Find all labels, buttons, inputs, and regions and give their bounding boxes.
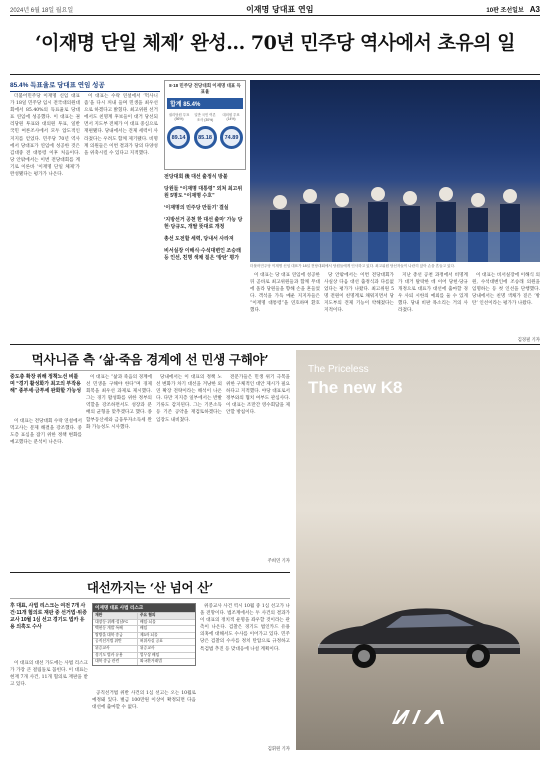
- table-cell: 대장동·위례·성남FC: [93, 620, 138, 626]
- table-cell: 위증교사: [93, 646, 138, 652]
- story2-column-4: [226, 374, 290, 554]
- page-header: [10, 4, 540, 16]
- story3-column-2: [92, 690, 196, 754]
- infobox-title: 8·18 민주당 전당대회 이재명 대표 득표율: [169, 83, 241, 94]
- brand-logo-icon: [388, 706, 448, 728]
- table-row: [93, 625, 195, 632]
- key-point: 비서실장 이해식·수석대변인 조승래 등 인선, 친명 색채 짙은 ‘방탄’ 평가: [164, 248, 241, 261]
- table-row: [93, 632, 195, 639]
- table-cell: 대북 송금 관련: [93, 659, 138, 665]
- table-cell: 제3자 뇌물: [139, 632, 158, 637]
- article-text: 전문가들은 민생 위기 극복을 위한 구체적인 대안 제시가 필요하다고 지적했다. 야당 대표로서 정부와의 협치 여부도 관심사다. 이 대표는 조만간 영수회담을 제안할 방침이다.: [226, 375, 290, 416]
- table-cell: 공직선거법 위반: [93, 639, 138, 645]
- divider: [10, 344, 540, 345]
- mid-column-4: [472, 272, 540, 336]
- table-header-cell: 주요 혐의: [139, 613, 156, 617]
- infobox-label: 일반 국민 여론조사 (30%): [194, 113, 216, 122]
- key-point: 총선 도전할 세력, 당내서 사라져: [164, 236, 234, 242]
- paper-info: [486, 5, 540, 14]
- story2-column-1: [10, 418, 82, 560]
- byline: 주희연 기자: [267, 558, 290, 563]
- table-title: 이재명 대표 사법 리스크: [93, 604, 195, 612]
- divider: [10, 370, 290, 371]
- mid-column-3: [398, 272, 468, 336]
- car-icon: [310, 600, 526, 670]
- article-text: 이 대표는 수락 연설에서 ‘먹사니즘’을 다시 꺼내 들며 민생을 최우선으로 하겠다고 밝혔다. 최고위원 선거에서도 친명계 후보들이 대거 당선되면서 지도부 전체가 이 대표 중심으로 재편됐다. 당내에서는 견제 세력이 사라졌다는 우려도 함께 제기됐다. 비명계 의원들은 이번 결과가 당의 다양성을 위축시킬 수 있다고 지적했다.: [84, 94, 158, 156]
- table-cell: 업무상 배임: [139, 652, 160, 657]
- key-points: [164, 174, 246, 267]
- story2-headline: 먹사니즘 측 ‘삶·죽음 경계에 선 민생 구해야’: [31, 352, 269, 367]
- article-text: 지난 총선 공천 과정에서 비명계가 대거 탈락한 데 이어 당헌·당규 개정으로 대표가 대선에 출마할 경우 사퇴 시한의 예외를 둘 수 있게 했다. 당내 비판 목소리는 거의 사라졌다.: [398, 273, 468, 314]
- infobox-value-circle: 74.89: [220, 126, 243, 149]
- story3-column-3: [200, 603, 290, 745]
- divider: [10, 598, 290, 599]
- table-row: [93, 638, 195, 645]
- story3-column-1: [10, 660, 88, 754]
- mid-column-2: [324, 272, 394, 336]
- vote-share-infobox: [164, 80, 246, 170]
- key-point: ‘지방선거 공천 한 대선 출마’ 가능 당헌·당규도, 개딸 뜻대로 개정: [164, 217, 243, 230]
- legal-risk-table: [92, 603, 196, 666]
- paper-name: 10판 조선일보: [486, 8, 524, 14]
- ad-model-name: The new K8: [308, 378, 403, 397]
- story2-column-2: [86, 374, 152, 560]
- table-row: [93, 645, 195, 652]
- divider: [10, 74, 540, 75]
- lead-subhead: 85.4% 득표율로 당대표 연임 성공: [10, 80, 160, 92]
- key-point: ‘이재명의 민주당 만들기’ 결실: [164, 205, 229, 211]
- crowd-illustration: [250, 172, 540, 262]
- table-cell: 위증교사: [139, 645, 155, 650]
- table-header: [93, 612, 195, 619]
- divider: [10, 572, 290, 573]
- table-cell: 배임: [139, 626, 148, 631]
- byline: 김휘원 기자: [267, 746, 290, 751]
- table-cell: 배임·뇌물: [139, 619, 156, 624]
- article-text: 당내에서는 이 대표의 정책 노선 변화가 차기 대선을 겨냥한 외연 확장 전략이라는 해석이 나온다. 다만 지지층 일부에서는 반발 기류도 감지된다. 그는 기본소득 등 기존 공약을 재검토하겠다는 입장도 내비쳤다.: [156, 375, 222, 423]
- article-text: 이 대표는 당 대표 연임에 성공한 뒤 곧바로 최고위원들과 함께 무대에 올라 당원들을 향해 손을 흔들었다. 객석을 가득 메운 지지자들은 “이재명 대통령”을 연호하며 환호했다.: [250, 273, 320, 314]
- lead-column-1: [10, 93, 80, 333]
- infobox-total: [167, 98, 243, 109]
- story2-column-3: [156, 374, 222, 560]
- lead-column-2: [84, 93, 158, 333]
- infobox-value-circle: 85.18: [194, 126, 217, 149]
- ad-tagline: The Priceless: [308, 364, 369, 375]
- article-text: 위증교사 사건 역시 10월 중 1심 선고가 나올 전망이다. 법조계에서는 두 사건의 결과가 이 대표의 정치적 운명을 좌우할 것이라는 관측이 나온다. 검찰은 경기도 법인카드 유용 의혹에 대해서도 수사를 이어가고 있다. 민주당은 검찰의 수사를 정치 탄압으로 규정하고 특검법 추진 등 맞대응에 나설 계획이다.: [200, 604, 290, 652]
- section-title: 이재명 당대표 연임: [246, 4, 314, 14]
- infobox-label: 대의원 투표 (14%): [222, 113, 240, 121]
- story3-headline: 대선까지는 ‘산 넘어 산’: [86, 580, 214, 595]
- table-cell: 경기도 법카 유용: [93, 653, 138, 659]
- page-number: A3: [529, 5, 540, 14]
- total-value: 85.4%: [183, 102, 201, 108]
- table-cell: 외국환거래법: [139, 659, 162, 664]
- table-cell: 쌍방울 대북 송금: [93, 633, 138, 639]
- byline: 김경필 기자: [517, 337, 540, 342]
- article-text: 이 대표는 전당대회 수락 연설에서 먹고사는 문제 해결을 강조했다. 중도층 표심을 잡기 위한 정책 변화를 예고했다는 분석이 나온다.: [10, 419, 82, 446]
- infobox-value-circle: 89.14: [167, 126, 190, 149]
- article-text: 당 안팎에서는 이번 전당대회가 사실상 다음 대선 출정식과 다름없었다는 평가가 나왔다. 최고위원 5명 전원이 친명계로 채워지면서 당 지도부의 견제 기능이 약해졌다는 지적이다.: [324, 273, 394, 314]
- total-label: 합계: [170, 102, 182, 108]
- main-headline: ‘이재명 단일 체제’ 완성… 70년 민주당 역사에서 초유의 일: [34, 32, 516, 54]
- table-cell: 허위사실 공표: [139, 639, 163, 644]
- article-text: 이 대표의 대선 가도에는 사법 리스크가 가장 큰 걸림돌로 꼽힌다. 이 대표는 현재 7개 사건, 11개 혐의로 재판을 받고 있다.: [10, 661, 88, 688]
- photo-caption: 더불어민주당 이재명 신임 대표가 18일 전당대회에서 당원들에게 인사하고 있다. 최고위원 당선자들이 나란히 앉아 손을 흔들고 있다.: [250, 264, 455, 268]
- car-advertisement[interactable]: [296, 350, 540, 750]
- story3-subhead: 후 대표, 사법 리스크는 여전 7개 사건·11개 혐의로 재판 중 선거법·위증교사 10월 1심 선고 경기도 법카 유용 의혹도 수사: [10, 603, 87, 630]
- article-text: 더불어민주당 이재명 신임 대표가 18일 민주당 임시 전국대의원대회에서 85.40%의 득표율로 당대표 연임에 성공했다. 이 대표는 권리당원 투표와 대의원 투표, 일반 국민 여론조사에서 모두 압도적인 지지를 얻었다. 민주당 70년 역사에서 당대표가 연임에 성공한 것은 김대중 전 대통령 이후 처음이다. 당 안팎에서는 이번 전당대회를 계기로 이른바 ‘이재명 단일 체제’가 완성됐다는 평가가 나온다.: [10, 94, 80, 178]
- convention-photo: [250, 80, 540, 262]
- story2-subhead: 중도층 확장 위해 정책노선 비틀며 “경기 활성화가 최고의 부작용 해” 종부세·금투세 완화할 가능성: [10, 374, 82, 394]
- article-text: 이 대표는 비서실장에 이해식 의원, 수석대변인에 조승래 의원을 임명하는 등 첫 인선을 단행했다. 당내에서는 친명 색채가 짙은 ‘방탄’ 인선이라는 평가가 나왔다.: [472, 273, 540, 307]
- infobox-label: 권리당원 투표 (56%): [168, 113, 190, 121]
- table-cell: 백현동 개발 특혜: [93, 626, 138, 632]
- key-point: 전당대회 後 대선 출정식 방불: [164, 174, 228, 180]
- article-text: 공직선거법 위반 사건의 1심 선고는 오는 10월로 예정돼 있다. 벌금 100만원 이상이 확정되면 다음 대선에 출마할 수 없다.: [92, 691, 196, 711]
- article-text: 이 대표는 “삶과 죽음의 경계에 선 민생을 구해야 한다”며 경제 회복을 최우선 과제로 제시했다. 그는 경기 활성화를 위한 정부의 역할을 강조하면서도 성장과 분배의 균형을 맞추겠다고 했다. 종합부동산세와 금융투자소득세 완화 가능성도 시사했다.: [86, 375, 152, 430]
- table-row: [93, 619, 195, 626]
- page-date: 2024년 6월 18일 월요일: [10, 8, 74, 14]
- table-row: [93, 658, 195, 665]
- key-point: 당원들 “이재명 대통령” 외쳐 최고위원 5명도 “이재명 수호”: [164, 186, 243, 199]
- table-row: [93, 652, 195, 659]
- mid-column-1: [250, 272, 320, 336]
- table-header-cell: 재판: [93, 613, 138, 619]
